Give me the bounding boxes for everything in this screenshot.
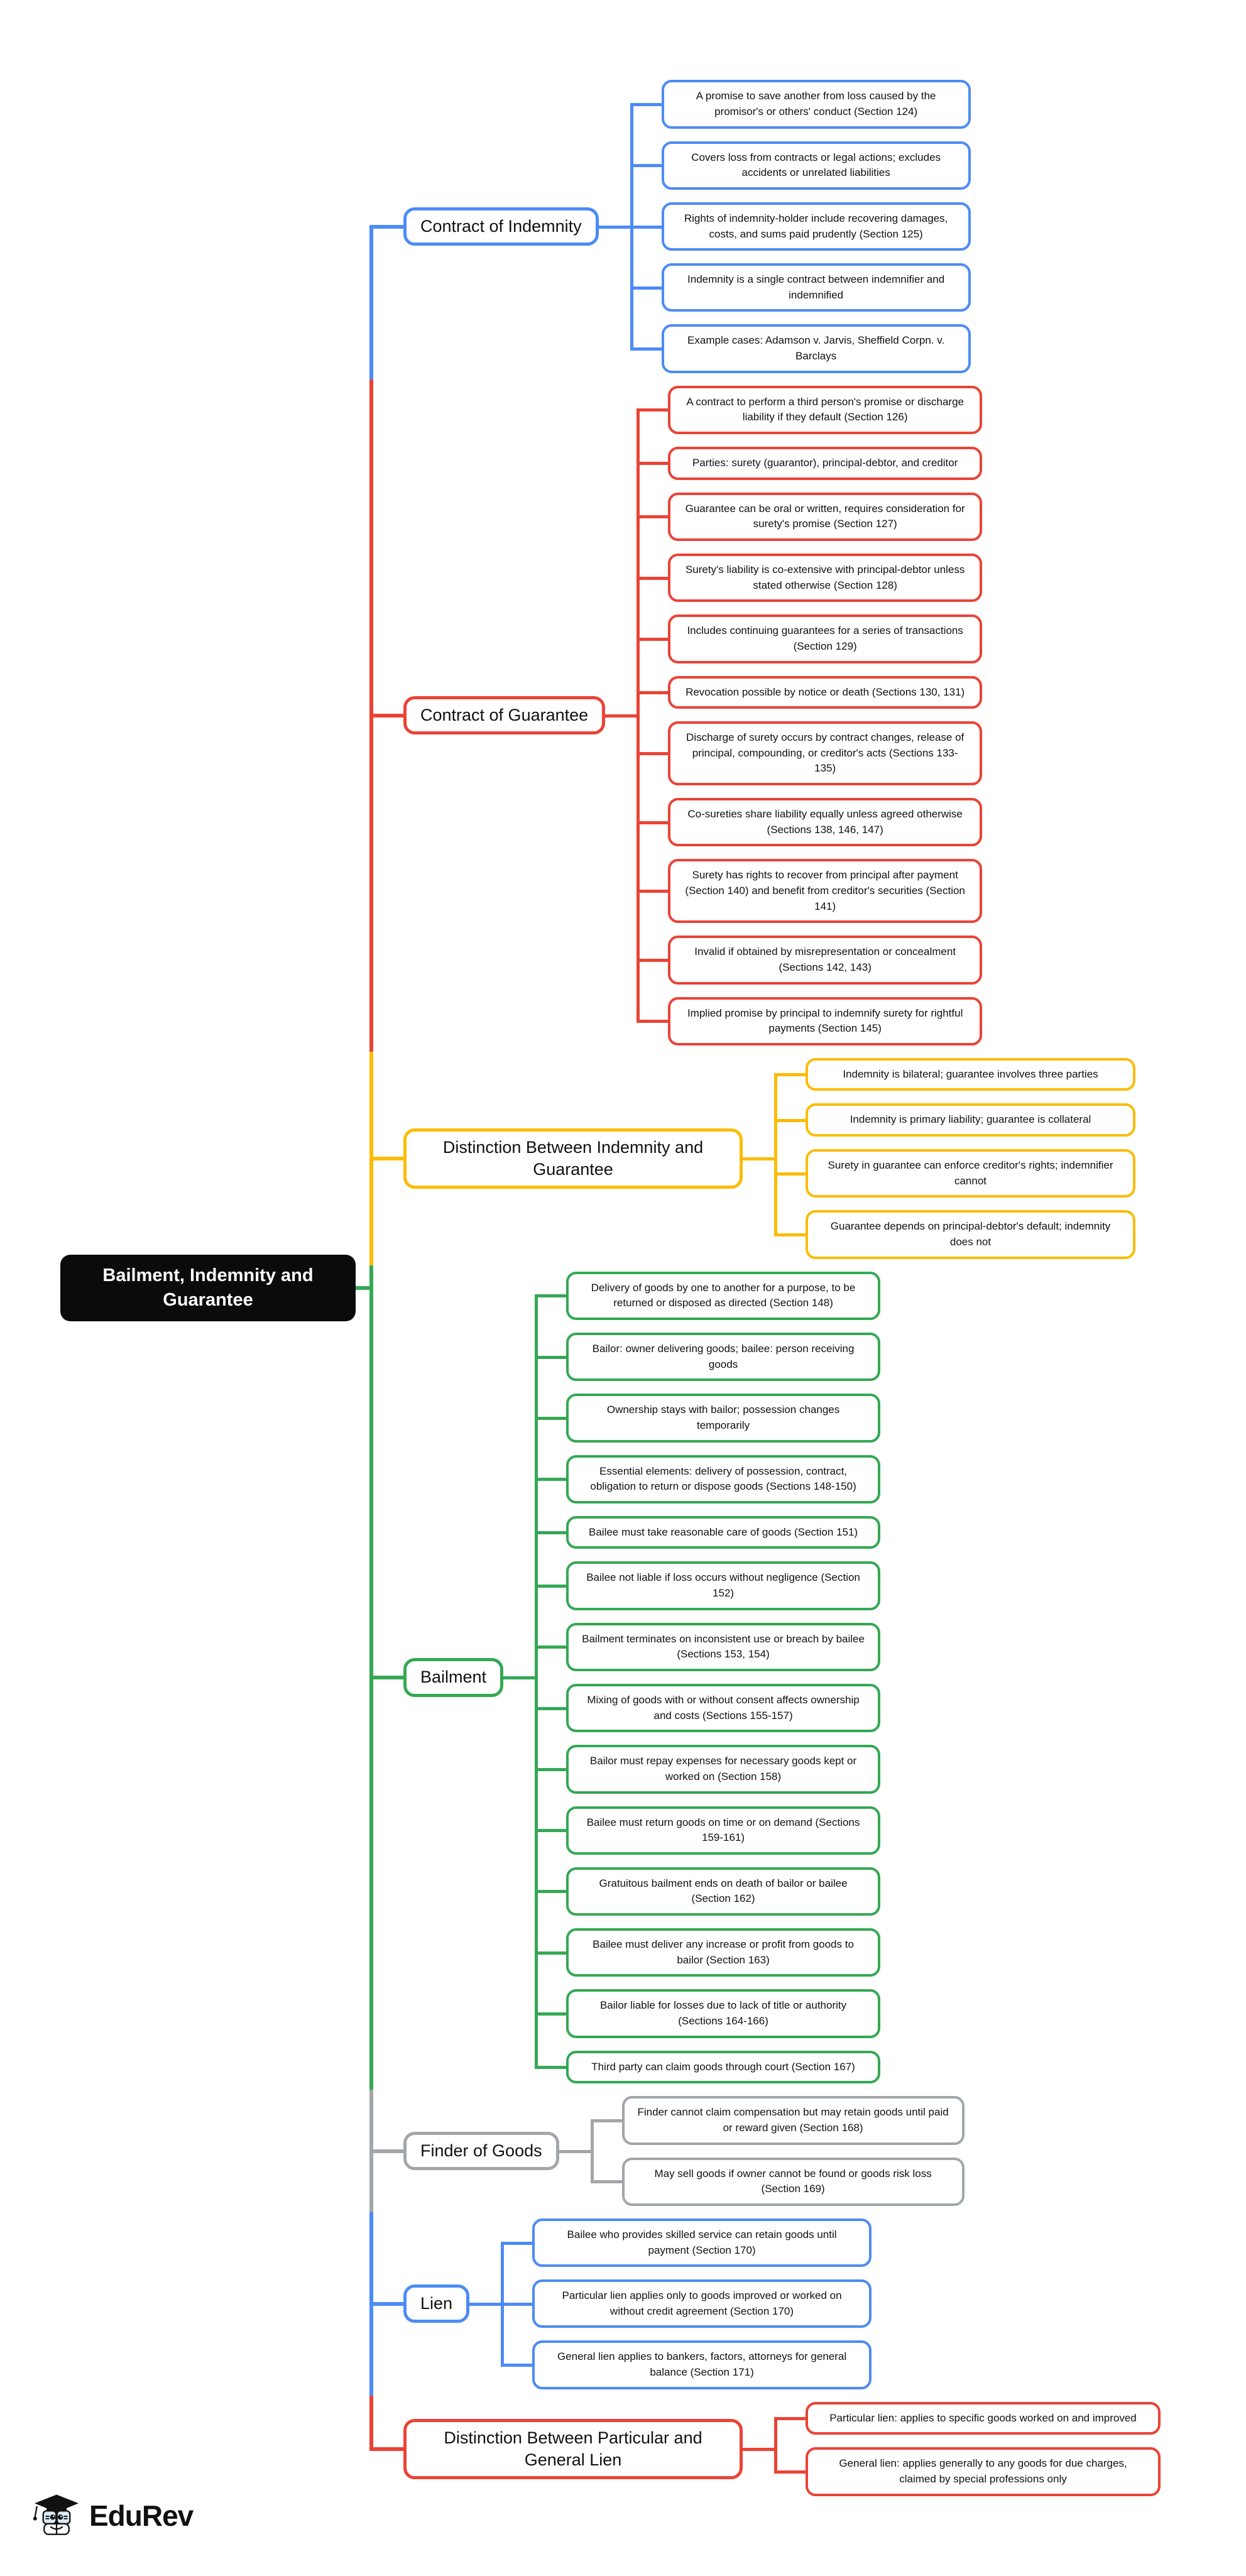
leaf-row bbox=[637, 792, 982, 853]
branch-label-cell bbox=[403, 2132, 559, 2170]
branch-label bbox=[403, 696, 605, 734]
leaf-row bbox=[535, 1678, 880, 1738]
leaf-row bbox=[774, 1143, 1135, 1204]
leaf-row bbox=[637, 547, 982, 608]
branch-label-text: Finder of Goods bbox=[420, 2141, 542, 2161]
branch-label-cell bbox=[403, 207, 599, 246]
leaf-text: Bailee who provides skilled service can retain goods until payment (Section 170) bbox=[567, 2228, 837, 2256]
leaf-node bbox=[532, 2340, 872, 2389]
branch-distinction-indemnity-guarantee bbox=[369, 1052, 1161, 1265]
branch-label-cell bbox=[403, 696, 605, 734]
leaf-row bbox=[774, 2441, 1161, 2502]
edurev-logo-text: EduRev bbox=[89, 2499, 194, 2532]
leaf-row bbox=[535, 1265, 880, 1326]
leaf-row bbox=[637, 608, 982, 669]
leaf-text: Rights of indemnity-holder include recovering damages, costs, and sums paid prudently (Section 125) bbox=[684, 212, 948, 240]
branch-label-text: Distinction Between Indemnity and Guarantee bbox=[442, 1137, 704, 1179]
leaf-row bbox=[630, 74, 971, 134]
leaf-node bbox=[566, 1989, 880, 2038]
leaf-row bbox=[535, 1800, 880, 1861]
branch-leaves bbox=[630, 74, 971, 379]
leaf-row bbox=[535, 1449, 880, 1510]
leaf-text: A promise to save another from loss caused by the promisor's or others' conduct (Section 124) bbox=[696, 90, 936, 117]
branch-label bbox=[403, 2132, 559, 2170]
edurev-logo bbox=[33, 2492, 193, 2540]
leaf-node bbox=[668, 614, 982, 663]
leaf-text: Third party can claim goods through court (Section 167) bbox=[591, 2060, 855, 2073]
leaf-text: Indemnity is primary liability; guarantee is collateral bbox=[850, 1113, 1091, 1126]
leaf-node bbox=[806, 1210, 1135, 1258]
leaf-node bbox=[532, 2219, 872, 2267]
branch-distinction-particular-general-lien bbox=[369, 2396, 1161, 2502]
leaf-text: Finder cannot claim compensation but may retain goods until paid or reward given (Section 168) bbox=[637, 2106, 949, 2134]
leaf-text: Indemnity is bilateral; guarantee involves three parties bbox=[843, 1067, 1098, 1080]
branch-contract-of-indemnity bbox=[369, 74, 1161, 379]
leaf-text: Bailment terminates on inconsistent use or breach by bailee (Sections 153, 154) bbox=[582, 1632, 865, 1661]
leaf-row bbox=[637, 991, 982, 1052]
leaf-node bbox=[566, 1333, 880, 1381]
branch-label-text: Contract of Guarantee bbox=[420, 706, 589, 725]
branch-leaves bbox=[535, 1265, 880, 2090]
leaf-text: Particular lien applies only to goods improved or worked on without credit agreement (Section 170) bbox=[562, 2289, 842, 2317]
leaf-row bbox=[774, 1052, 1135, 1098]
leaf-row bbox=[774, 1097, 1135, 1143]
branch-leaves bbox=[774, 2396, 1161, 2502]
branch-label-cell bbox=[403, 1658, 503, 1696]
leaf-text: Bailee not liable if loss occurs without negligence (Section 152) bbox=[586, 1571, 860, 1600]
leaf-text: Invalid if obtained by misrepresentation or concealment (Sections 142, 143) bbox=[694, 946, 956, 973]
leaf-node bbox=[566, 1623, 880, 1671]
leaf-node bbox=[806, 1058, 1135, 1091]
leaf-node bbox=[566, 1394, 880, 1442]
leaf-node bbox=[662, 141, 971, 190]
leaf-text: Bailor liable for losses due to lack of title or authority (Sections 164-166) bbox=[599, 1999, 847, 2028]
leaf-text: Particular lien: applies to specific goods worked on and improved bbox=[829, 2411, 1137, 2424]
leaf-node bbox=[668, 554, 982, 602]
leaf-text: Includes continuing guarantees for a series of transactions (Section 129) bbox=[687, 625, 963, 652]
leaf-node bbox=[662, 324, 971, 373]
leaf-text: May sell goods if owner cannot be found or goods risk loss (Section 169) bbox=[654, 2167, 932, 2195]
leaf-node bbox=[668, 936, 982, 984]
leaf-text: A contract to perform a third person's promise or discharge liability if they default (Section 126) bbox=[686, 395, 964, 423]
leaf-node bbox=[622, 2158, 965, 2206]
branch-label-cell bbox=[403, 1128, 743, 1189]
leaf-text: Bailee must deliver any increase or profit from goods to bailor (Section 163) bbox=[593, 1938, 854, 1966]
leaf-node bbox=[662, 202, 971, 251]
leaf-node bbox=[566, 1928, 880, 1977]
branch-label bbox=[403, 1658, 503, 1696]
leaf-node bbox=[566, 1272, 880, 1320]
leaf-row bbox=[637, 379, 982, 440]
leaf-text: Indemnity is a single contract between indemnifier and indemnified bbox=[687, 273, 945, 301]
leaf-row bbox=[501, 2273, 872, 2334]
leaf-node bbox=[668, 721, 982, 785]
leaf-node bbox=[668, 493, 982, 541]
leaf-text: Implied promise by principal to indemnify surety for rightful payments (Section 145) bbox=[687, 1007, 963, 1035]
root-column bbox=[60, 1255, 369, 1321]
leaf-node bbox=[662, 80, 971, 128]
leaf-row bbox=[535, 2044, 880, 2090]
leaf-node bbox=[668, 859, 982, 923]
leaf-text: Ownership stays with bailor; possession changes temporarily bbox=[606, 1404, 840, 1431]
leaf-node bbox=[806, 1103, 1135, 1137]
branch-leaves bbox=[637, 379, 982, 1052]
leaf-text: Parties: surety (guarantor), principal-debtor, and creditor bbox=[692, 457, 958, 469]
branch-bailment bbox=[369, 1265, 1161, 2090]
leaf-text: Example cases: Adamson v. Jarvis, Sheffield Corpn. v. Barclays bbox=[687, 334, 945, 363]
leaf-text: Guarantee depends on principal-debtor's default; indemnity does not bbox=[830, 1220, 1111, 1248]
leaf-text: Bailor: owner delivering goods; bailee: person receiving goods bbox=[592, 1342, 855, 1370]
leaf-node bbox=[806, 2447, 1161, 2496]
leaf-row bbox=[630, 257, 971, 318]
leaf-text: Bailee must return goods on time or on demand (Sections 159-161) bbox=[586, 1816, 860, 1844]
leaf-node bbox=[668, 447, 982, 480]
leaf-node bbox=[566, 1455, 880, 1504]
leaf-text: Delivery of goods by one to another for a purpose, to be returned or disposed as directed (Section 148) bbox=[591, 1281, 856, 1309]
leaf-text: Guarantee can be oral or written, requires consideration for surety's promise (Section 127) bbox=[685, 502, 965, 530]
leaf-node bbox=[668, 997, 982, 1045]
branch-label-text: Lien bbox=[420, 2294, 453, 2313]
leaf-text: Revocation possible by notice or death (Sections 130, 131) bbox=[686, 685, 965, 698]
leaf-node bbox=[566, 1561, 880, 1610]
leaf-row bbox=[535, 1510, 880, 1556]
branch-leaves bbox=[774, 1052, 1135, 1265]
leaf-row bbox=[535, 1387, 880, 1448]
branch-leaves bbox=[591, 2090, 965, 2212]
leaf-node bbox=[566, 1684, 880, 1732]
leaf-row bbox=[591, 2090, 965, 2151]
leaf-row bbox=[637, 929, 982, 990]
leaf-text: Covers loss from contracts or legal actions; excludes accidents or unrelated liabilities bbox=[691, 151, 941, 179]
leaf-row bbox=[535, 1983, 880, 2044]
leaf-text: Bailee must take reasonable care of goods (Section 151) bbox=[589, 1525, 858, 1538]
leaf-text: Essential elements: delivery of possession, contract, obligation to return or dispose goods (Sections 148-150) bbox=[590, 1465, 856, 1493]
branch-label bbox=[403, 2284, 469, 2323]
leaf-text: Bailor must repay expenses for necessary goods kept or worked on (Section 158) bbox=[589, 1755, 857, 1782]
leaf-text: Surety has rights to recover from principal after payment (Section 140) and benefit from creditor's securities (Section 141) bbox=[685, 869, 965, 912]
leaf-row bbox=[535, 1555, 880, 1616]
leaf-row bbox=[535, 1861, 880, 1922]
branch-label-cell bbox=[403, 2419, 743, 2479]
leaf-text: Discharge of surety occurs by contract changes, release of principal, compounding, or creditor's acts (Sections 133-135) bbox=[686, 731, 965, 775]
branch-label-text: Distinction Between Particular and General Lien bbox=[444, 2428, 702, 2469]
leaf-row bbox=[637, 670, 982, 716]
leaf-text: General lien applies to bankers, factors, attorneys for general balance (Section 171) bbox=[557, 2350, 847, 2379]
leaf-node bbox=[662, 263, 971, 312]
leaf-node bbox=[622, 2096, 965, 2144]
leaf-text: Surety's liability is co-extensive with principal-debtor unless stated otherwise (Section 128) bbox=[685, 563, 965, 591]
branch-leaves bbox=[501, 2212, 872, 2396]
branch-label bbox=[403, 207, 599, 246]
root-node: Bailment, Indemnity and Guarantee bbox=[60, 1255, 356, 1321]
leaf-row bbox=[637, 715, 982, 792]
leaf-row bbox=[501, 2212, 872, 2273]
leaf-node bbox=[668, 798, 982, 846]
leaf-node bbox=[668, 386, 982, 434]
leaf-node bbox=[532, 2279, 872, 2328]
leaf-text: Gratuitous bailment ends on death of bailor or bailee (Section 162) bbox=[599, 1877, 848, 1905]
leaf-row bbox=[637, 440, 982, 486]
branch-label bbox=[403, 1128, 743, 1189]
leaf-text: Co-sureties share liability equally unless agreed otherwise (Sections 138, 146, 147) bbox=[687, 808, 963, 836]
leaf-row bbox=[630, 318, 971, 379]
branch-lien bbox=[369, 2212, 1161, 2396]
leaf-node bbox=[566, 1516, 880, 1549]
leaf-row bbox=[630, 196, 971, 257]
edurev-mascot-icon bbox=[33, 2492, 80, 2540]
branch-label-cell bbox=[403, 2284, 469, 2323]
leaf-row bbox=[630, 135, 971, 196]
leaf-row bbox=[774, 2396, 1161, 2442]
leaf-node bbox=[668, 676, 982, 709]
branch-label-text: Contract of Indemnity bbox=[420, 216, 582, 236]
leaf-row bbox=[535, 1922, 880, 1983]
leaf-node bbox=[566, 1867, 880, 1916]
leaf-row bbox=[637, 853, 982, 929]
leaf-node bbox=[806, 2402, 1161, 2435]
leaf-text: Mixing of goods with or without consent affects ownership and costs (Sections 155-157) bbox=[587, 1694, 860, 1722]
leaf-node bbox=[566, 2051, 880, 2084]
leaf-row bbox=[501, 2334, 872, 2395]
root-connector bbox=[356, 1286, 369, 1290]
leaf-row bbox=[774, 1204, 1135, 1265]
branch-contract-of-guarantee bbox=[369, 379, 1161, 1052]
branches bbox=[369, 74, 1161, 2502]
leaf-row bbox=[591, 2151, 965, 2212]
leaf-node bbox=[806, 1149, 1135, 1198]
leaf-node bbox=[566, 1806, 880, 1855]
leaf-row bbox=[535, 1326, 880, 1387]
leaf-text: Surety in guarantee can enforce creditor's rights; indemnifier cannot bbox=[828, 1159, 1113, 1187]
branch-label bbox=[403, 2419, 743, 2479]
leaf-row bbox=[637, 486, 982, 547]
leaf-row bbox=[535, 1738, 880, 1799]
branch-finder-of-goods bbox=[369, 2090, 1161, 2212]
branch-label-text: Bailment bbox=[420, 1667, 487, 1687]
leaf-row bbox=[535, 1617, 880, 1678]
leaf-node bbox=[566, 1745, 880, 1793]
leaf-text: General lien: applies generally to any goods for due charges, claimed by special professions only bbox=[839, 2457, 1127, 2486]
